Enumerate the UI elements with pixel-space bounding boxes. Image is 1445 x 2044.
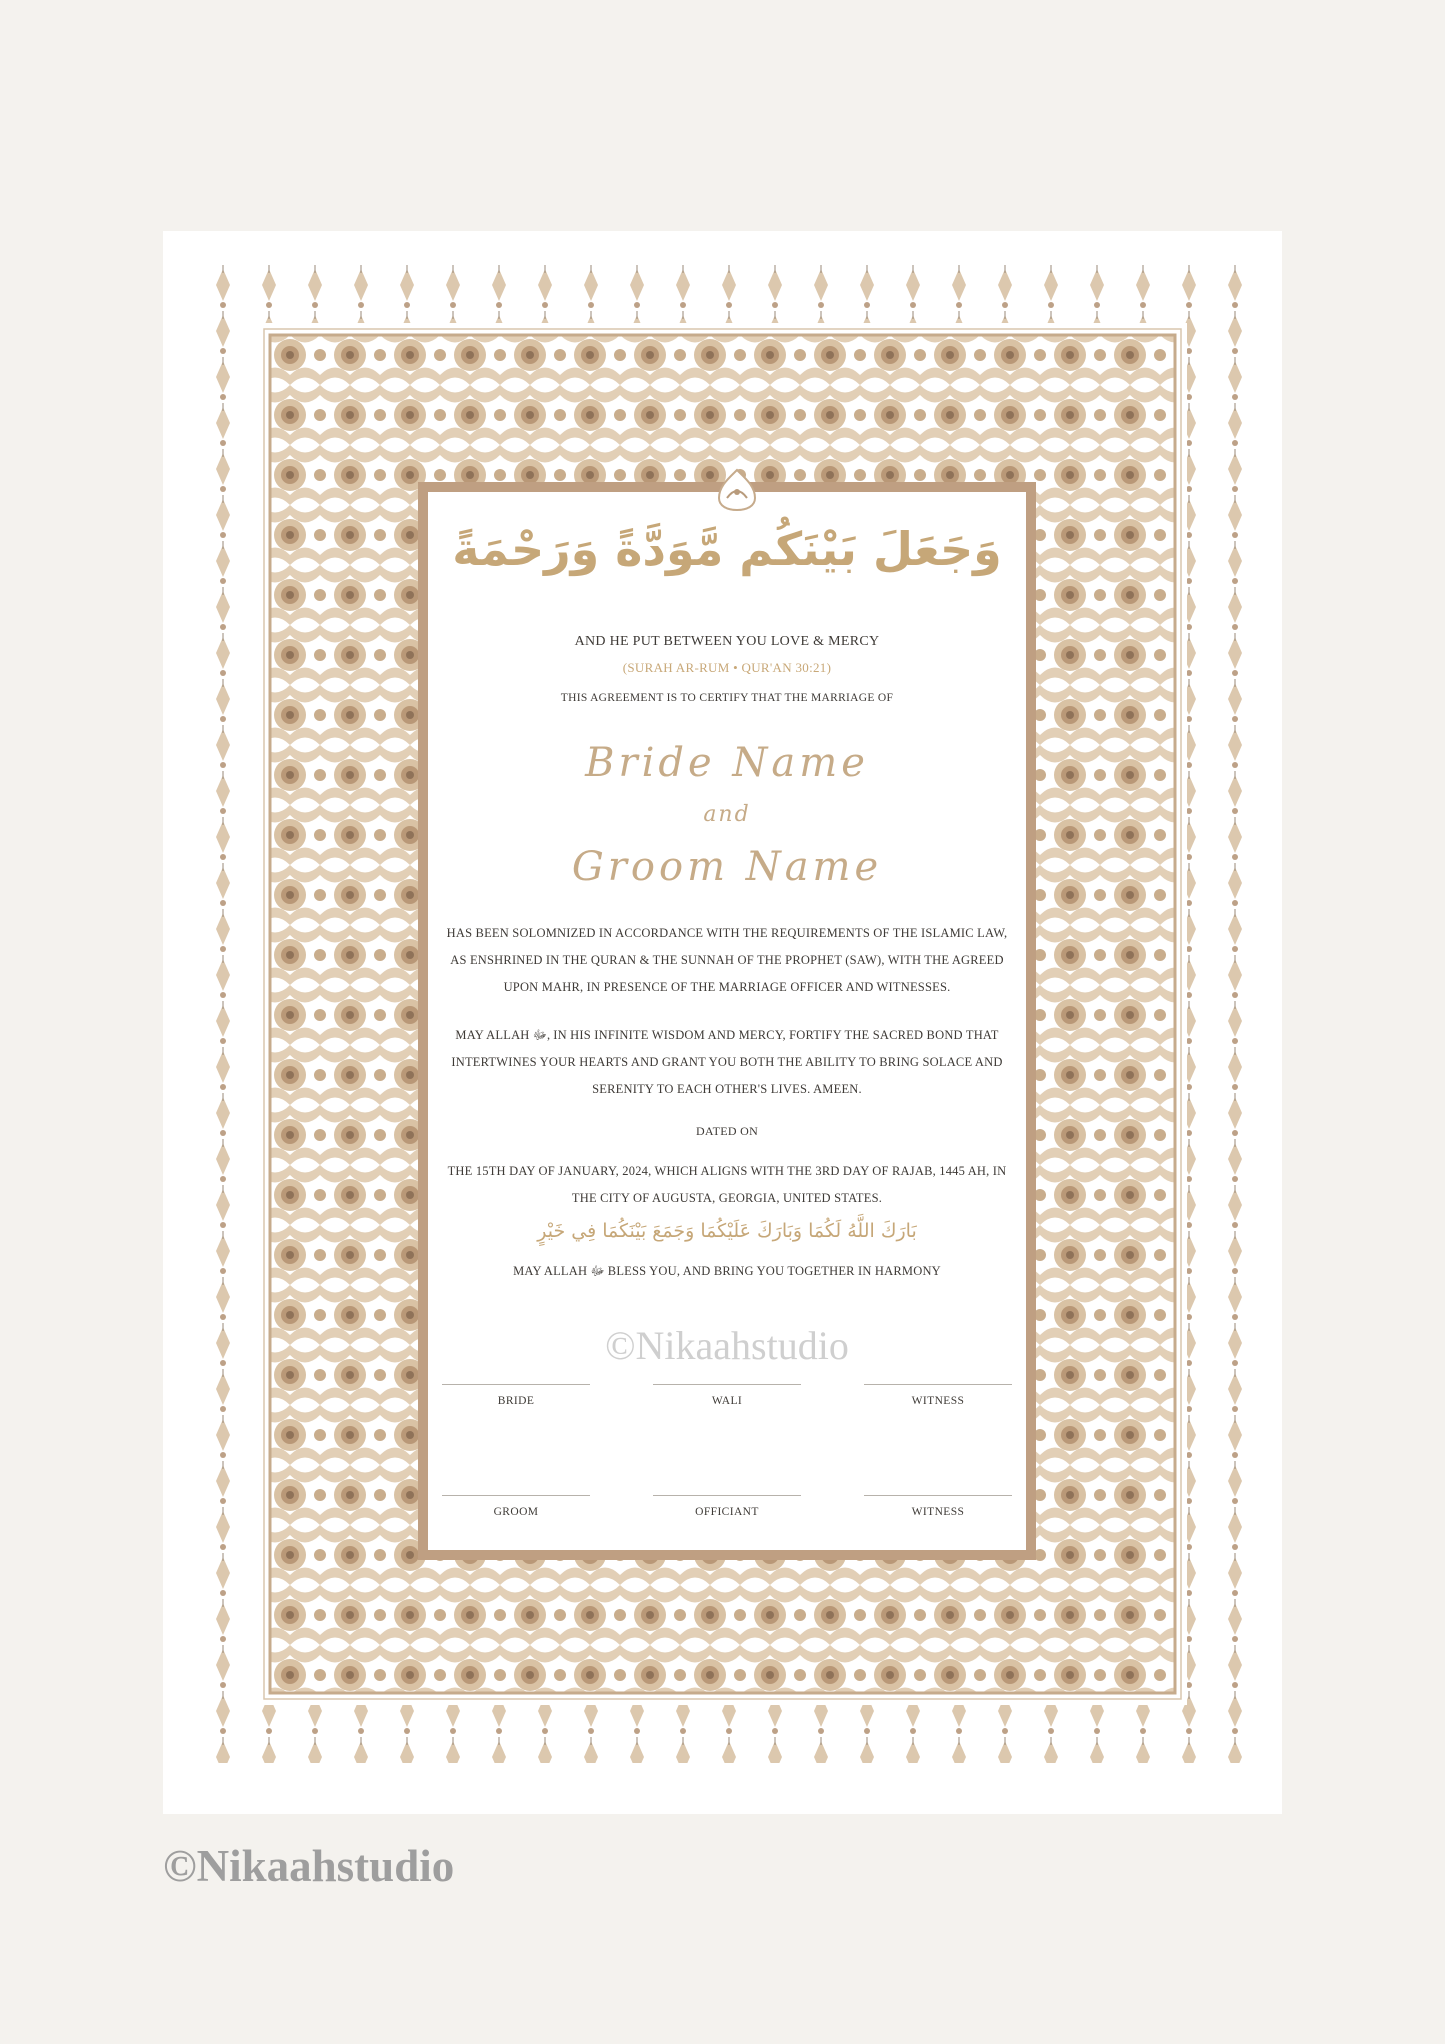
signature-row-1 bbox=[442, 1384, 1012, 1407]
verse-translation: AND HE PUT BETWEEN YOU LOVE & MERCY bbox=[574, 634, 880, 649]
solemnization-paragraph: HAS BEEN SOLOMNIZED IN ACCORDANCE WITH THE REQUIREMENTS OF THE ISLAMIC LAW, AS ENSHRINED IN THE QURAN & THE SUNNAH OF THE PROPHET (SAW), WITH THE AGREED UPON MAHR, IN PRESENCE OF THE MARRIAGE OFFICER AND WITNESSES. bbox=[446, 926, 1008, 994]
arabic-verse-title: وَجَعَلَ بَيْنَكُم مَّوَدَّةً وَرَحْمَةً bbox=[452, 522, 1002, 576]
arabic-blessing: بَارَكَ اللَّهُ لَكُمَا وَبَارَكَ عَلَيْكُمَا وَجَمَعَ بَيْنَكُمَا فِي خَيْرٍ bbox=[537, 1220, 917, 1242]
blessing-translation: MAY ALLAH ﷻ BLESS YOU, AND BRING YOU TOGETHER IN HARMONY bbox=[513, 1264, 941, 1278]
signature-line bbox=[442, 1495, 590, 1496]
bride-name: Bride Name bbox=[585, 740, 869, 786]
signature-row-2 bbox=[442, 1495, 1012, 1518]
calligraphy-seal-icon bbox=[715, 468, 759, 512]
signature-line bbox=[864, 1384, 1012, 1385]
signature-line bbox=[653, 1495, 801, 1496]
date-paragraph: THE 15TH DAY OF JANUARY, 2024, WHICH ALIGNS WITH THE 3RD DAY OF RAJAB, 1445 AH, IN THE CITY OF AUGUSTA, GEORGIA, UNITED STATES. bbox=[447, 1164, 1007, 1205]
signature-wali bbox=[653, 1384, 801, 1407]
signature-line bbox=[442, 1384, 590, 1385]
dated-label: DATED ON bbox=[695, 1124, 759, 1138]
and-conjunction: and bbox=[703, 802, 751, 827]
signature-groom bbox=[442, 1495, 590, 1518]
inner-watermark: ©Nikaahstudio bbox=[605, 1323, 849, 1368]
signature-label: WALI bbox=[711, 1395, 743, 1407]
signature-label: GROOM bbox=[493, 1506, 539, 1518]
groom-name: Groom Name bbox=[571, 844, 883, 890]
signature-label: WITNESS bbox=[911, 1506, 965, 1518]
signature-label: OFFICIANT bbox=[695, 1506, 759, 1518]
signature-officiant bbox=[653, 1495, 801, 1518]
signature-label: WITNESS bbox=[911, 1395, 965, 1407]
verse-reference: (SURAH AR-RUM • QUR'AN 30:21) bbox=[622, 660, 832, 675]
signature-line bbox=[653, 1384, 801, 1385]
signature-witness-2 bbox=[864, 1495, 1012, 1518]
signature-label: BRIDE bbox=[497, 1395, 535, 1407]
signature-bride bbox=[442, 1384, 590, 1407]
certificate-card bbox=[418, 482, 1036, 1560]
signature-witness-1 bbox=[864, 1384, 1012, 1407]
certify-line: THIS AGREEMENT IS TO CERTIFY THAT THE MARRIAGE OF bbox=[560, 692, 894, 704]
outer-watermark: ©Nikaahstudio bbox=[163, 1841, 455, 1891]
signature-line bbox=[864, 1495, 1012, 1496]
prayer-paragraph: MAY ALLAH ﷻ, IN HIS INFINITE WISDOM AND MERCY, FORTIFY THE SACRED BOND THAT INTERTWINES YOUR HEARTS AND GRANT YOU BOTH THE ABILITY TO BRING SOLACE AND SERENITY TO EACH OTHER'S LIVES. AMEEN. bbox=[451, 1028, 1003, 1096]
